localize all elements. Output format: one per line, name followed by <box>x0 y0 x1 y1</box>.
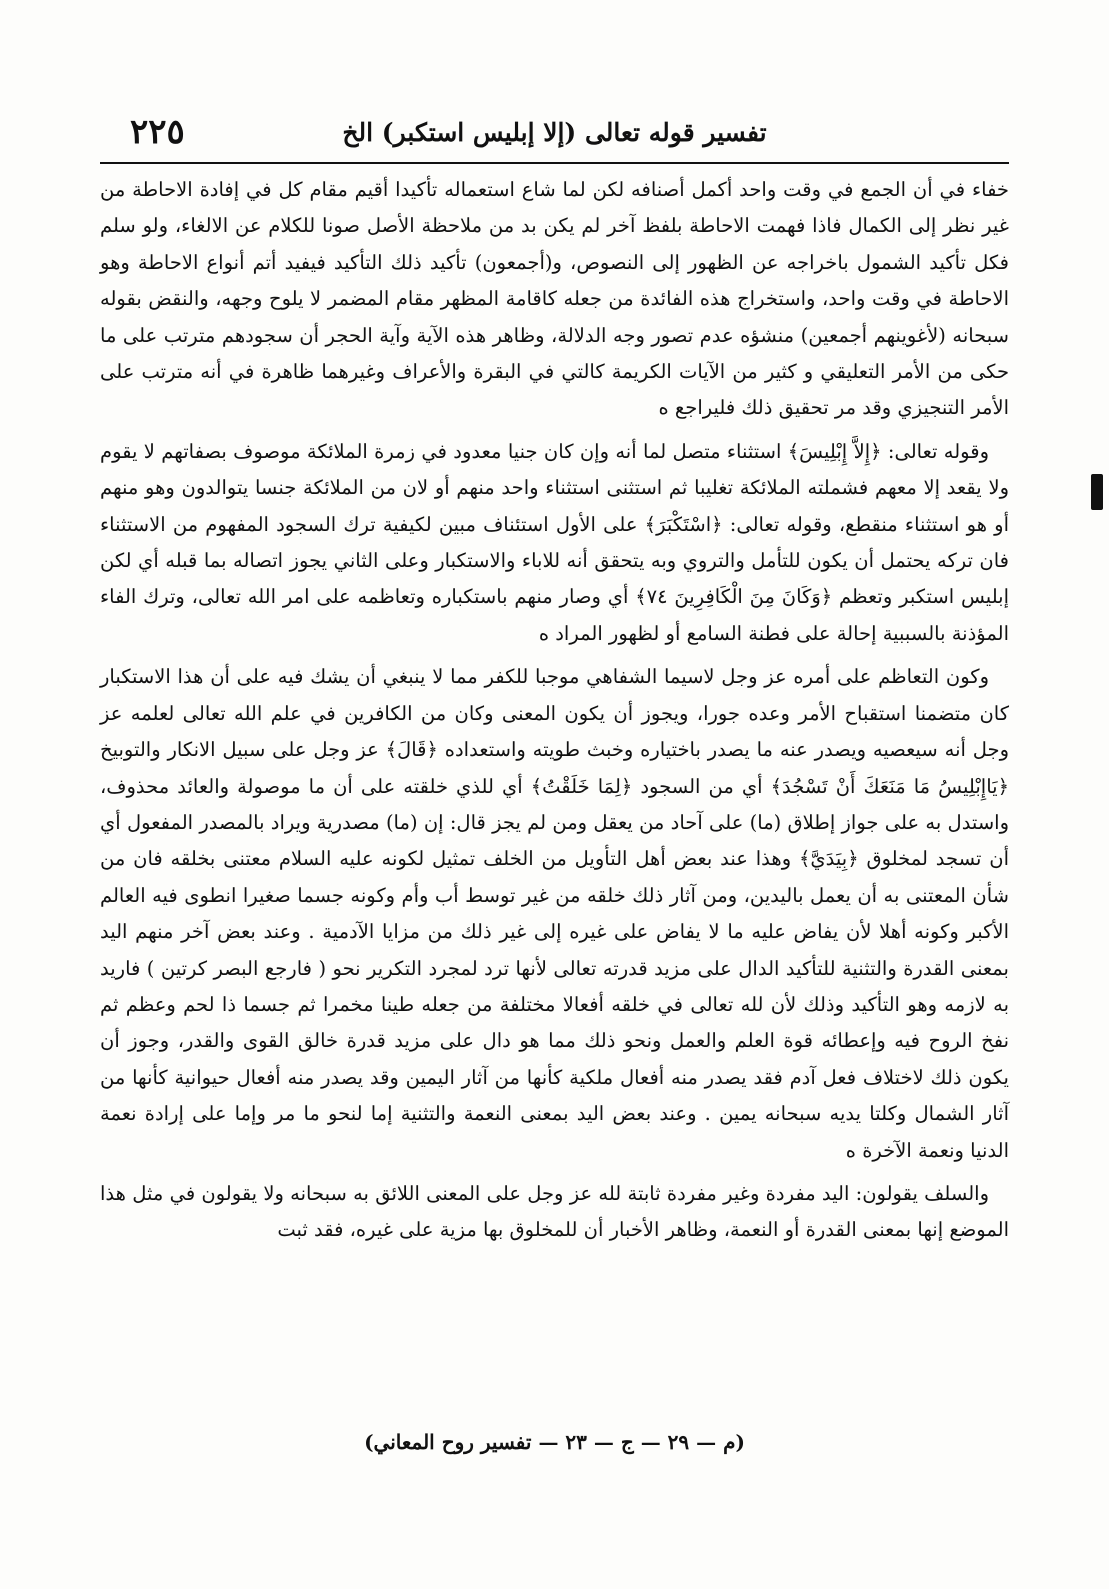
paragraph-2: وقوله تعالى: ﴿إِلاَّ إِبْلِيسَ﴾ استثناء متصل لما أنه وإن كان جنيا معدود في زمرة الملائكة موصوف بصفاتهم لا يقوم ولا يقعد إلا معهم فشملته الملائكة تغليبا ثم استثنى استثناء واحد منهم أو لان من الملائكة جنسا يتوالدون وهو منهم أو هو استثناء منقطع، وقوله تعالى: ﴿اسْتَكْبَرَ﴾ على الأول استئناف مبين لكيفية ترك السجود المفهوم من الاستثناء فان تركه يحتمل أن يكون للتأمل والتروي وبه يتحقق أنه للاباء والاستكبار وعلى الثاني يجوز اتصاله بما قبله أي لكن إبليس استكبر وتعظم ﴿وَكَانَ مِنَ الْكَافِرِينَ ٧٤﴾ أي وصار منهم باستكباره وتعاظمه على امر الله تعالى، وترك الفاء المؤذنة بالسببية إحالة على فطنة السامع أو لظهور المراد ه <box>100 439 1009 645</box>
paragraph-1: خفاء في أن الجمع في وقت واحد أكمل أصنافه لكن لما شاع استعماله تأكيدا أقيم مقام كل في إفادة الاحاطة من غير نظر إلى الكمال فاذا فهمت الاحاطة بلفظ آخر لم يكن بد من ملاحظة الأصل صونا للكلام عن الالغاء، ولو سلم فكل تأكيد الشمول باخراجه عن الظهور إلى النصوص، و(أجمعون) تأكيد ذلك التأكيد فيفيد أتم أنواع الاحاطة وهو الاحاطة في وقت واحد، واستخراج هذه الفائدة من جعله كاقامة المظهر مقام المضمر لا يلوح وجهه، والنقض بقوله سبحانه (لأغوينهم أجمعين) منشؤه عدم تصور وجه الدلالة، وظاهر هذه الآية وآية الحجر أن سجودهم مترتب على ما حكى من الأمر التعليقي و كثير من الآيات الكريمة كالتي في البقرة والأعراف وغيرهما ظاهرة في أنه مترتب على الأمر التنجيزي وقد مر تحقيق ذلك فليراجع ه <box>100 178 1009 420</box>
margin-mark <box>1091 474 1103 510</box>
header-rule <box>100 162 1009 164</box>
footer-signature: (م — ٢٩ — ج — ٢٣ — تفسير روح المعاني) <box>364 1430 745 1454</box>
page-header <box>100 112 1009 164</box>
page-number: ٢٢٥ <box>130 112 185 152</box>
paragraph-4: والسلف يقولون: اليد مفردة وغير مفردة ثابتة لله عز وجل على المعنى اللائق به سبحانه ولا يقولون في مثل هذا الموضع إنها بمعنى القدرة أو النعمة، وظاهر الأخبار أن للمخلوق بها مزية على غيره، فقد ثبت <box>100 1181 1009 1242</box>
running-title: تفسير قوله تعالى (إلا إبليس استكبر) الخ <box>342 118 767 147</box>
body-text <box>100 172 1009 1249</box>
paragraph-3: وكون التعاظم على أمره عز وجل لاسيما الشفاهي موجبا للكفر مما لا ينبغي أن يشك فيه على أن هذا الاستكبار كان متضمنا استقباح الأمر وعده جورا، ويجوز أن يكون المعنى وكان من الكافرين في علم الله تعالى لعلمه عز وجل أنه سيعصيه ويصدر عنه ما يصدر باختياره وخبث طويته واستعداده ﴿قَالَ﴾ عز وجل على سبيل الانكار والتوبيخ ﴿يَاإِبْلِيسُ مَا مَنَعَكَ أَنْ تَسْجُدَ﴾ أي من السجود ﴿لِمَا خَلَقْتُ﴾ أي للذي خلقته على أن ما موصولة والعائد محذوف، واستدل به على جواز إطلاق (ما) على آحاد من يعقل ومن لم يجز قال: إن (ما) مصدرية ويراد بالمصدر المفعول أي أن تسجد لمخلوق ﴿بِيَدَيَّ﴾ وهذا عند بعض أهل التأويل من الخلف تمثيل لكونه عليه السلام معتنى بخلقه فان من شأن المعتنى به أن يعمل باليدين، ومن آثار ذلك خلقه من غير توسط أب وأم وكونه جسما صغيرا انطوى فيه العالم الأكبر وكونه أهلا لأن يفاض عليه ما لا يفاض على غيره إلى غير ذلك من مزايا الآدمية . وعند بعض آخر منهم اليد بمعنى القدرة والتثنية للتأكيد الدال على مزيد قدرته تعالى لأنها ترد لمجرد التكرير نحو ( فارجع البصر كرتين ) فاريد به لازمه وهو التأكيد وذلك لأن لله تعالى في خلقه أفعالا مختلفة من جعله طينا مخمرا ثم جسما ذا لحم وعظم ثم نفخ الروح فيه وإعطائه قوة العلم والعمل ونحو ذلك مما هو دال على مزيد قدرة خالق القوى والقدر، وجوز أن يكون ذلك لاختلاف فعل آدم فقد يصدر منه أفعال ملكية كأنها من آثار اليمين وقد يصدر منه أفعال حيوانية كأنها من آثار الشمال وكلتا يديه سبحانه يمين . وعند بعض اليد بمعنى النعمة والتثنية إما لنحو ما مر وإما على إرادة نعمة الدنيا ونعمة الآخرة ه <box>100 665 1009 1162</box>
